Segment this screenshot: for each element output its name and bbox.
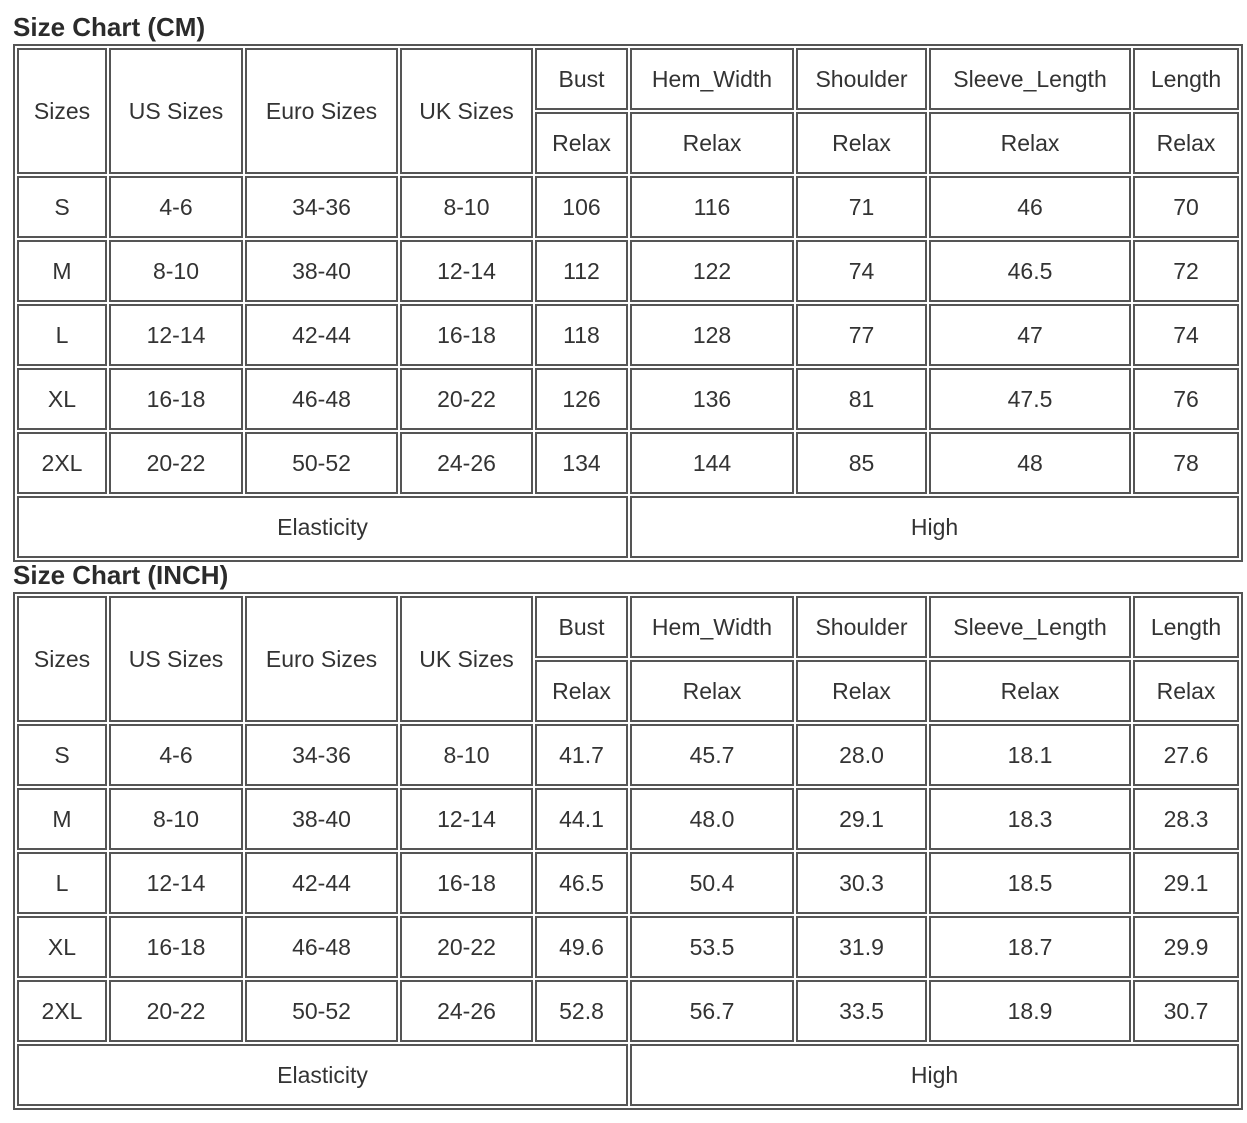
table-cell: 12-14 [400, 240, 533, 302]
header-cell: UK Sizes [400, 48, 533, 174]
table-cell: 48 [929, 432, 1131, 494]
header-cell: Shoulder [796, 48, 927, 110]
table-cell: 56.7 [630, 980, 794, 1042]
table-cell: 29.1 [796, 788, 927, 850]
size-chart-inch-table [13, 592, 1243, 1110]
table-cell: 49.6 [535, 916, 628, 978]
table-cell: 70 [1133, 176, 1239, 238]
table-cell: 46-48 [245, 368, 398, 430]
table-cell: 29.1 [1133, 852, 1239, 914]
table-cell: 41.7 [535, 724, 628, 786]
table-cell: 42-44 [245, 304, 398, 366]
elasticity-value: High [630, 496, 1239, 558]
table-cell: XL [17, 916, 107, 978]
table-cell: L [17, 852, 107, 914]
table-cell: 144 [630, 432, 794, 494]
table-cell: 8-10 [109, 788, 243, 850]
table-cell: 28.0 [796, 724, 927, 786]
header-row [17, 596, 1239, 658]
header-cell: Hem_Width [630, 596, 794, 658]
table-cell: 46.5 [535, 852, 628, 914]
table-cell: 18.5 [929, 852, 1131, 914]
subheader-cell: Relax [1133, 112, 1239, 174]
table-cell: 16-18 [400, 304, 533, 366]
subheader-cell: Relax [796, 112, 927, 174]
table-cell: 20-22 [109, 432, 243, 494]
table-cell: 20-22 [400, 368, 533, 430]
subheader-cell: Relax [535, 660, 628, 722]
table-cell: 16-18 [400, 852, 533, 914]
subheader-cell: Relax [796, 660, 927, 722]
table-cell: 18.3 [929, 788, 1131, 850]
table-cell: 8-10 [400, 176, 533, 238]
table-row [17, 432, 1239, 494]
table-cell: 8-10 [400, 724, 533, 786]
table-cell: 2XL [17, 432, 107, 494]
table-cell: 20-22 [109, 980, 243, 1042]
table-cell: 53.5 [630, 916, 794, 978]
header-cell: UK Sizes [400, 596, 533, 722]
header-cell: Bust [535, 596, 628, 658]
table-cell: 46.5 [929, 240, 1131, 302]
table-cell: 134 [535, 432, 628, 494]
table-cell: 4-6 [109, 724, 243, 786]
table-cell: 76 [1133, 368, 1239, 430]
header-cell: Euro Sizes [245, 596, 398, 722]
table-row [17, 240, 1239, 302]
table-cell: 50.4 [630, 852, 794, 914]
table-cell: 20-22 [400, 916, 533, 978]
header-row [17, 48, 1239, 110]
elasticity-label: Elasticity [17, 1044, 628, 1106]
table-cell: 34-36 [245, 176, 398, 238]
header-cell: US Sizes [109, 596, 243, 722]
table-cell: 50-52 [245, 980, 398, 1042]
table-cell: 18.7 [929, 916, 1131, 978]
table-cell: 12-14 [109, 304, 243, 366]
table-cell: 74 [1133, 304, 1239, 366]
table-cell: 42-44 [245, 852, 398, 914]
table-row [17, 980, 1239, 1042]
header-cell: Shoulder [796, 596, 927, 658]
table-cell: 85 [796, 432, 927, 494]
table-cell: 27.6 [1133, 724, 1239, 786]
table-cell: 136 [630, 368, 794, 430]
table-cell: 116 [630, 176, 794, 238]
header-cell: Sleeve_Length [929, 596, 1131, 658]
table-cell: 44.1 [535, 788, 628, 850]
header-cell: Sizes [17, 48, 107, 174]
table-cell: 29.9 [1133, 916, 1239, 978]
table-cell: 18.1 [929, 724, 1131, 786]
header-cell: Hem_Width [630, 48, 794, 110]
footer-row [17, 1044, 1239, 1106]
table-cell: 28.3 [1133, 788, 1239, 850]
table-cell: 52.8 [535, 980, 628, 1042]
table-cell: 46-48 [245, 916, 398, 978]
size-chart-cm-title: Size Chart (CM) [13, 12, 206, 42]
table-cell: 12-14 [109, 852, 243, 914]
table-row [17, 916, 1239, 978]
header-cell: Bust [535, 48, 628, 110]
table-cell: 45.7 [630, 724, 794, 786]
table-cell: 30.3 [796, 852, 927, 914]
table-cell: 71 [796, 176, 927, 238]
table-cell: S [17, 724, 107, 786]
table-cell: 74 [796, 240, 927, 302]
table-cell: 38-40 [245, 240, 398, 302]
elasticity-label: Elasticity [17, 496, 628, 558]
table-cell: 12-14 [400, 788, 533, 850]
subheader-cell: Relax [1133, 660, 1239, 722]
table-row [17, 176, 1239, 238]
table-cell: S [17, 176, 107, 238]
size-chart-inch-title: Size Chart (INCH) [13, 560, 229, 590]
header-cell: US Sizes [109, 48, 243, 174]
table-cell: 81 [796, 368, 927, 430]
table-cell: 38-40 [245, 788, 398, 850]
table-cell: 122 [630, 240, 794, 302]
header-cell: Sizes [17, 596, 107, 722]
table-cell: 78 [1133, 432, 1239, 494]
table-row [17, 304, 1239, 366]
header-cell: Sleeve_Length [929, 48, 1131, 110]
table-cell: M [17, 788, 107, 850]
table-cell: 128 [630, 304, 794, 366]
table-cell: 72 [1133, 240, 1239, 302]
table-cell: 46 [929, 176, 1131, 238]
table-cell: 8-10 [109, 240, 243, 302]
table-cell: L [17, 304, 107, 366]
table-cell: 126 [535, 368, 628, 430]
footer-row [17, 496, 1239, 558]
subheader-cell: Relax [535, 112, 628, 174]
table-cell: XL [17, 368, 107, 430]
table-cell: 48.0 [630, 788, 794, 850]
table-cell: 77 [796, 304, 927, 366]
table-cell: 18.9 [929, 980, 1131, 1042]
table-row [17, 724, 1239, 786]
table-row [17, 788, 1239, 850]
table-cell: 112 [535, 240, 628, 302]
elasticity-value: High [630, 1044, 1239, 1106]
header-cell: Length [1133, 596, 1239, 658]
table-cell: 50-52 [245, 432, 398, 494]
table-row [17, 368, 1239, 430]
table-cell: 118 [535, 304, 628, 366]
table-cell: 2XL [17, 980, 107, 1042]
table-row [17, 852, 1239, 914]
table-cell: 31.9 [796, 916, 927, 978]
subheader-cell: Relax [630, 112, 794, 174]
header-cell: Length [1133, 48, 1239, 110]
size-chart-cm-table [13, 44, 1243, 562]
table-cell: 106 [535, 176, 628, 238]
subheader-cell: Relax [630, 660, 794, 722]
subheader-cell: Relax [929, 112, 1131, 174]
table-cell: 47.5 [929, 368, 1131, 430]
table-cell: 4-6 [109, 176, 243, 238]
subheader-cell: Relax [929, 660, 1131, 722]
table-cell: 16-18 [109, 368, 243, 430]
header-cell: Euro Sizes [245, 48, 398, 174]
table-cell: 24-26 [400, 980, 533, 1042]
table-cell: 16-18 [109, 916, 243, 978]
table-cell: 33.5 [796, 980, 927, 1042]
table-cell: 24-26 [400, 432, 533, 494]
table-cell: M [17, 240, 107, 302]
table-cell: 30.7 [1133, 980, 1239, 1042]
table-cell: 47 [929, 304, 1131, 366]
table-cell: 34-36 [245, 724, 398, 786]
